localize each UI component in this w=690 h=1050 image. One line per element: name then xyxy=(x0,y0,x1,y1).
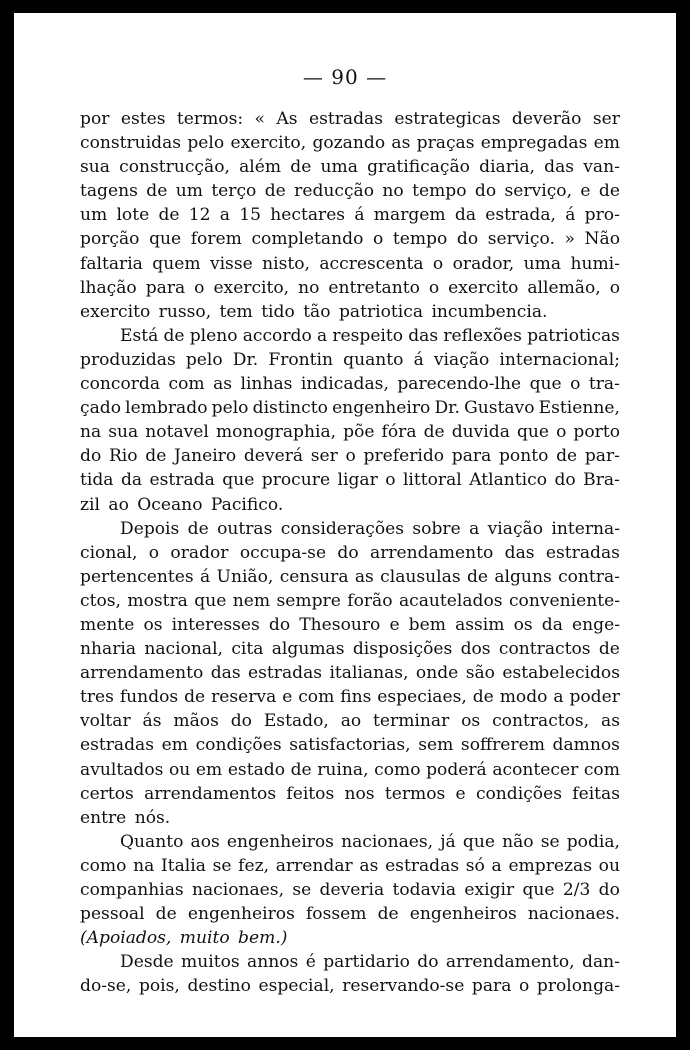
page-number: — 90 — xyxy=(302,65,388,89)
text-line: tida da estrada que procure ligar o littoral Atlantico do Bra- xyxy=(80,470,620,491)
text-line: exercito russo, tem tido tão patriotica incumbencia. xyxy=(80,301,548,322)
text-line: (Apoiados, muito bem.) xyxy=(80,928,288,949)
text-line: zil ao Oceano Pacifico. xyxy=(80,494,284,515)
body-text xyxy=(80,107,620,998)
text-line: um lote de 12 a 15 hectares á margem da estrada, á pro- xyxy=(80,205,620,226)
text-line: tres fundos de reserva e com fins especiaes, de modo a poder xyxy=(80,687,620,708)
text-line: faltaria quem visse nisto, accrescenta o orador, uma humi- xyxy=(80,253,620,274)
text-line: arrendamento das estradas italianas, onde são estabelecidos xyxy=(80,663,620,684)
text-line: por estes termos: « As estradas estrategicas deverão ser xyxy=(80,109,620,129)
text-line: como na Italia se fez, arrendar as estradas só a emprezas ou xyxy=(80,855,620,876)
text-line: nharia nacional, cita algumas disposições dos contractos de xyxy=(80,639,620,660)
text-line: produzidas pelo Dr. Frontin quanto á viação internacional; xyxy=(80,349,620,370)
text-line: pessoal de engenheiros fossem de engenheiros nacionaes. xyxy=(80,904,620,925)
text-line: Desde muitos annos é partidario do arrendamento, dan- xyxy=(120,952,620,973)
text-line: avultados ou em estado de ruina, como poderá acontecer com xyxy=(80,759,620,780)
text-line: Está de pleno accordo a respeito das reflexões patrioticas xyxy=(120,325,620,346)
text-line: sua construcção, além de uma gratificação diaria, das van- xyxy=(80,157,620,178)
text-line: estradas em condições satisfactorias, sem soffrerem damnos xyxy=(80,735,620,756)
text-line: tagens de um terço de reducção no tempo do serviço, e de xyxy=(80,181,620,202)
text-line: construidas pelo exercito, gozando as praças empregadas em xyxy=(80,133,620,154)
text-line: concorda com as linhas indicadas, parecendo-lhe que o tra- xyxy=(80,374,620,395)
text-line: porção que forem completando o tempo do serviço. » Não xyxy=(80,229,620,250)
text-line: çado lembrado pelo distincto engenheiro Dr. Gustavo Estienne, xyxy=(80,398,620,419)
text-line: companhias nacionaes, se deveria todavia exigir que 2/3 do xyxy=(80,880,620,900)
text-line: cional, o orador occupa-se do arrendamento das estradas xyxy=(80,542,620,563)
text-line: pertencentes á União, censura as clausulas de alguns contra- xyxy=(80,566,620,587)
text-line: Depois de outras considerações sobre a viação interna- xyxy=(120,518,620,539)
text-line: voltar ás mãos do Estado, ao terminar os contractos, as xyxy=(80,711,620,732)
text-line: lhação para o exercito, no entretanto o exercito allemão, o xyxy=(80,277,620,298)
text-line: certos arrendamentos feitos nos termos e condições feitas xyxy=(80,783,620,804)
text-line: do-se, pois, destino especial, reservando-se para o prolonga- xyxy=(80,976,620,997)
text-line: na sua notavel monographia, põe fóra de duvida que o porto xyxy=(80,422,620,443)
text-line: entre nós. xyxy=(80,807,171,828)
book-page xyxy=(14,13,676,1037)
text-line: ctos, mostra que nem sempre forão acautelados conveniente- xyxy=(80,590,620,611)
text-line: do Rio de Janeiro deverá ser o preferido para ponto de par- xyxy=(80,446,620,467)
text-line: mente os interesses do Thesouro e bem assim os da enge- xyxy=(80,614,620,635)
text-line: Quanto aos engenheiros nacionaes, já que não se podia, xyxy=(120,831,620,852)
